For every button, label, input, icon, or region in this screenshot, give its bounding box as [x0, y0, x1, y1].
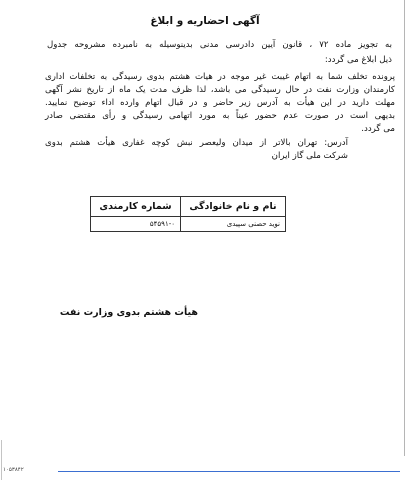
intro-line-2: ذیل ابلاغ می گردد: — [324, 55, 392, 65]
employee-table-wrapper — [90, 196, 285, 232]
notice-title: آگهی احضاریه و ابلاغ — [150, 15, 260, 27]
cell-employee-id: ۵۴۵۹۱-۰ — [91, 217, 181, 232]
table-row — [91, 217, 286, 232]
intro-line-1: به تجویز ماده ۷۲ ، قانون آیین دادرسی مدنی بدینوسیله به نامبرده مشروحه جدول — [47, 40, 393, 50]
cell-full-name: نوید حصنی سپیدی — [181, 217, 286, 232]
signature-block: هیأت هشتم بدوی وزارت نفت — [59, 307, 198, 318]
body-line-2: کارمندان وزارت نفت در حال رسیدگی می باشد، لذا ظرف مدت یک ماه از تاریخ نشر آگهی — [45, 85, 395, 95]
footer-code: ۱۰۵۳۸۴۲ — [3, 467, 24, 473]
header-employee-id: شماره کارمندی — [91, 197, 181, 217]
address-line-2: شرکت ملی گاز ایران — [271, 151, 348, 161]
body-line-5: می گردد. — [361, 124, 395, 134]
page-edge-right — [404, 0, 405, 456]
body-line-3: مهلت دارید در این هیأت به آدرس زیر حاضر و در قبال اتهام وارده اداء توضیح نمایید. — [45, 98, 395, 108]
body-line-4: بدیهی است در صورت عدم حضور عیناً به مورد اتهامی رسیدگی و رأی مقتضی صادر — [45, 111, 395, 121]
table-header-row — [91, 197, 286, 217]
address-line-1: آدرس: تهران بالاتر از میدان ولیعصر نبش کوچه غفاری هیأت هشتم بدوی — [45, 138, 348, 148]
employee-table — [90, 196, 286, 232]
footer-rule — [58, 471, 400, 472]
header-full-name: نام و نام خانوادگی — [181, 197, 286, 217]
body-line-1: پرونده تخلف شما به اتهام غیبت غیر موجه در هیات هشتم بدوی رسیدگی به تخلفات اداری — [45, 72, 395, 82]
page-edge-left — [1, 440, 2, 480]
